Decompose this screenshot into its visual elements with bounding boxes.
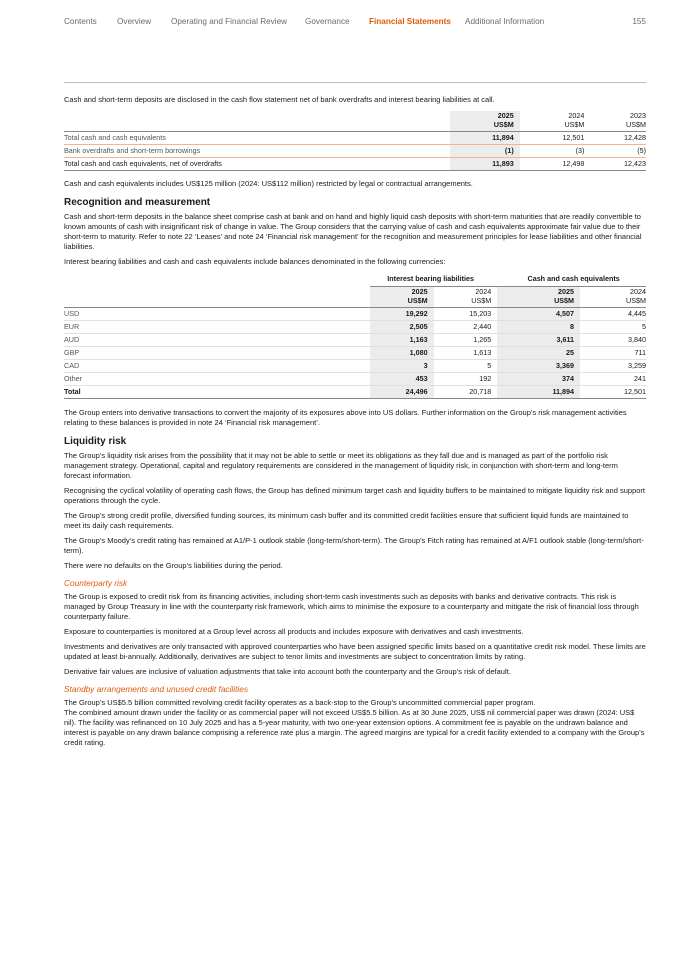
standby-heading: Standby arrangements and unused credit facilities [64,684,249,694]
page-content [64,95,646,753]
table-row: EUR 2,505 2,440 8 5 [64,321,646,334]
currency-table: Interest bearing liabilities Cash and cash equivalents 2025 US$M 2024 US$M 2025 US$M 2024 US$M USD 19,292 15,203 4,507 4,445 EUR 2,505 2,440 8 5 AUD 1,163 1,265 3,611 3,840 GBP 1,080 1,613 25 711 CAD 3 5 3,369 3,259 Other 453 192 374 241 Total 24,496 20,718 11,894 12,501 [64,272,646,399]
liquidity-paragraph: The Group’s Moody’s credit rating has remained at A1/P-1 outlook stable (long-term/short-term). The Group’s Fitch rating has remained at A/F1 outlook stable (long-term/short-term). [64,536,644,555]
nav-contents-link[interactable]: Contents [64,17,97,26]
standby-paragraph: The combined amount drawn under the facility or as commercial paper will not exceed US$5.5 billion. As at 30 June 2025, US$ nil commercial paper was drawn (2024: US$ nil). The facility was refinanced on 10 July 2025 and has a 5-year maturity, with two one-year extension options. A commitment fee is payable on the undrawn balance and interest is payable on any drawn balance comprising a reference rate plus a margin. The agreed margins are typical for a credit facility extended to a company with the Group’s credit rating. [64,708,645,747]
liquidity-paragraph: The Group’s strong credit profile, diversified funding sources, its minimum cash buffer and its committed credit facilities ensure that sufficient liquid funds are maintained to meet its daily cash requirements. [64,511,629,530]
group-header-cash: Cash and cash equivalents [497,272,646,287]
nav-overview-link[interactable]: Overview [117,17,152,26]
page-number: 155 [632,17,646,26]
table-row: USD 19,292 15,203 4,507 4,445 [64,308,646,321]
intro-paragraph: Cash and short-term deposits are disclosed in the cash flow statement net of bank overdrafts and interest bearing liabilities at call. [64,95,495,104]
derivatives-note: The Group enters into derivative transactions to convert the majority of its exposures above into US dollars. Further information on the Group’s risk management activities relating to these balances is provided in note 24 ‘Financial risk management’. [64,408,627,427]
counterparty-heading: Counterparty risk [64,578,128,588]
header-divider [64,82,646,83]
top-navigation [64,14,646,30]
cash-table-header-2023: 2023 US$M [590,111,646,132]
restricted-cash-note: Cash and cash equivalents includes US$125 million (2024: US$112 million) restricted by legal or contractual arrangements. [64,179,473,188]
nav-additional-information-link[interactable]: Additional Information [465,17,545,26]
counterparty-paragraph: The Group is exposed to credit risk from its financing activities, including short-term cash investments such as deposits with banks and derivative contracts. This risk is managed by Group Treasury in line with the counterparty risk framework, which aims to minimise the exposure to a counterparty and mitigate the risk of financial loss through counterparty failure. [64,592,639,621]
group-header-interest-bearing: Interest bearing liabilities [370,272,497,287]
liquidity-heading: Liquidity risk [64,436,127,447]
counterparty-paragraph: Derivative fair values are inclusive of valuation adjustments that take into account both the counterparty and the Group’s risk of default. [64,667,511,676]
cash-table-header-2025: 2025 US$M [450,111,520,132]
table-total-row: Total cash and cash equivalents, net of overdrafts 11,893 12,498 12,423 [64,158,646,171]
cash-table-header-2024: 2024 US$M [520,111,591,132]
table-row: Total cash and cash equivalents 11,894 12,501 12,428 [64,132,646,145]
table-row: Bank overdrafts and short-term borrowings (1) (3) (5) [64,145,646,158]
standby-paragraph: The Group’s US$5.5 billion committed revolving credit facility operates as a back-stop to the Group’s uncommitted commercial paper program. [64,698,536,707]
nav-financial-statements-link[interactable]: Financial Statements [369,17,451,26]
counterparty-paragraph: Investments and derivatives are only transacted with approved counterparties who have been assigned specific limits based on a quantitative credit risk model. These limits are updated at least bi-annually. Additionally, derivatives are subject to tenor limits and investments are subject to concentration limits by rating. [64,642,646,661]
currencies-intro: Interest bearing liabilities and cash and cash equivalents include balances denominated in the following currencies: [64,257,446,266]
table-row: AUD 1,163 1,265 3,611 3,840 [64,334,646,347]
liquidity-paragraph: The Group’s liquidity risk arises from the possibility that it may not be able to settle or meet its obligations as they fall due and is managed as part of the portfolio risk management strategy. Operational, capital and regulatory requirements are considered in the management of liquidity risk, in conjunction with short-term and long-term forecast information. [64,451,618,480]
nav-operating-review-link[interactable]: Operating and Financial Review [171,17,288,26]
cash-table [64,111,646,171]
table-row: Other 453 192 374 241 [64,373,646,386]
counterparty-paragraph: Exposure to counterparties is monitored at a Group level across all products and includes exposure with derivatives and cash investments. [64,627,524,636]
liquidity-paragraph: There were no defaults on the Group’s liabilities during the period. [64,561,283,570]
table-row: GBP 1,080 1,613 25 711 [64,347,646,360]
table-row: CAD 3 5 3,369 3,259 [64,360,646,373]
table-total-row: Total 24,496 20,718 11,894 12,501 [64,386,646,399]
recognition-heading: Recognition and measurement [64,197,211,208]
recognition-paragraph: Cash and short-term deposits in the balance sheet comprise cash at bank and on hand and highly liquid cash deposits with short-term maturities that are readily convertible to known amounts of cash with insignificant risk of change in value. The Group considers that the carrying value of cash and cash equivalents approximate fair value due to their short-term to maturity. Refer to note 22 ‘Leases’ and note 24 ‘Financial risk management’ for the recognition and measurement principles for lease liabilities and other financial liabilities. [64,212,642,251]
liquidity-paragraph: Recognising the cyclical volatility of operating cash flows, the Group has defined minimum target cash and liquidity buffers to be maintained to mitigate liquidity risk and support operations through the cycle. [64,486,646,505]
nav-governance-link[interactable]: Governance [305,17,350,26]
